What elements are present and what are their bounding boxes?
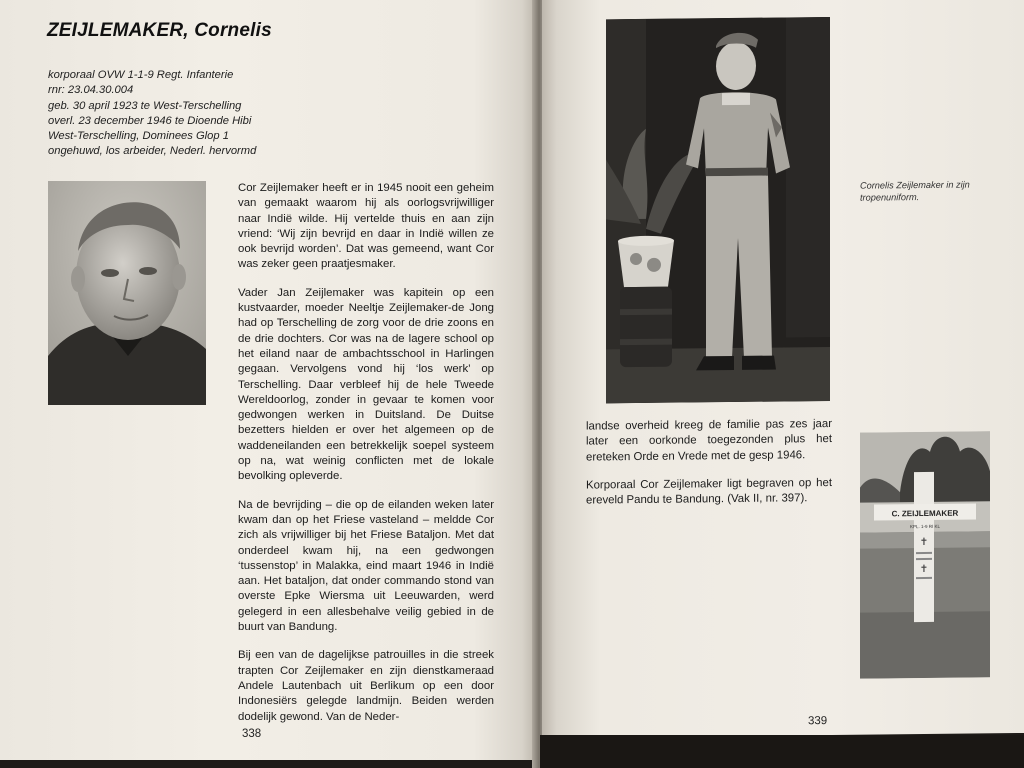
grave-inscription: C. ZEIJLEMAKER xyxy=(891,508,959,519)
heading-surname: ZEIJLEMAKER, xyxy=(47,20,189,41)
info-birth: geb. 30 april 1923 te West-Terschelling xyxy=(48,99,242,112)
grave-image xyxy=(860,431,990,678)
info-service-number: rnr: 23.04.30.004 xyxy=(48,84,134,97)
page-heading xyxy=(47,20,272,42)
info-death: overl. 23 december 1946 te Dioende Hibi xyxy=(48,114,252,127)
info-rank: korporaal OVW 1-1-9 Regt. Infanterie xyxy=(48,69,234,81)
table-surface xyxy=(540,735,1024,768)
paragraph-6: Korporaal Cor Zeijlemaker ligt begraven op het ereveld Pandu te Bandung. (Vak II, nr. 397). xyxy=(586,476,832,507)
personal-info xyxy=(48,68,328,160)
paragraph-4: Bij een van de dagelijkse patrouilles in die streek trapten Cor Zeijlemaker en zijn dienstkameraad Andele Lautenbach uit Berlikum op een door Indonesiërs gelegde landmijn. Beiden werden dodelijk gewond. Van de Neder- xyxy=(238,649,494,723)
portrait-image xyxy=(48,181,206,405)
left-text-column xyxy=(238,181,494,738)
paragraph-2: Vader Jan Zeijlemaker was kapitein op een kustvaarder, moeder Neeltje Zeijlemaker-de Jong had op Terschelling de zorg voor de drie zoons en de drie dochters. Cor was na de lagere school op het eiland naar de ambachtsschool in Harlingen gegaan. Vervolgens vond hij ‘los werk’ op Terschelling. Daar verbleef hij de hele Tweede Wereldoorlog, zonder in gevaar te komen voor gedwongen werken in Duitsland. De Duitse bezetters hielden er over het algemeen op de waddeneilanden een betrekkelijk soepel systeem op na, wat weinig conflicten met de lokale bevolking opleverde. xyxy=(238,286,494,483)
heading-given-name: Cornelis xyxy=(194,20,272,41)
right-page xyxy=(542,0,1024,738)
cross-icon-2: ✝ xyxy=(919,563,929,576)
grave-photo xyxy=(860,431,990,678)
cross-icon: ✝ xyxy=(919,536,929,549)
right-text-column xyxy=(586,417,832,522)
paragraph-3: Na de bevrijding – die op de eilanden weken later kwam dan op het Friese vasteland – meldde Cor zich als vrijwilliger bij het Friese Bataljon. Met dat onderdeel kwam hij, na een gedwongen ‘tussenstop’ in Malakka, eind maart 1946 in Indië aan. Het bataljon, dat onder commando stond van overste Epke Wiersma uit Leeuwarden, werd gelegerd in een allesbehalve veilig gebied in de buurt van Bandung. xyxy=(238,498,494,634)
info-status: ongehuwd, los arbeider, Nederl. hervormd xyxy=(48,145,257,158)
paragraph-1: Cor Zeijlemaker heeft er in 1945 nooit een geheim van gemaakt waarom hij als oorlogsvrijwilliger naar Indië wilde. Hij vertelde thuis en aan zijn vriend: ‘Wij zijn bevrijd en daar in Indië willen ze ook bevrijd worden’. Dat was gemeend, want Cor was zeker geen praatjesmaker. xyxy=(238,182,494,271)
grave-subline: KPL. 1-9 RI KL xyxy=(909,523,941,530)
page-number-left: 338 xyxy=(242,728,262,740)
info-address: West-Terschelling, Dominees Glop 1 xyxy=(48,130,229,143)
soldier-image xyxy=(606,17,830,403)
portrait-photo xyxy=(48,181,206,405)
paragraph-5: landse overheid kreeg de familie pas zes jaar later een oorkonde toegezonden plus het ereteken Orde en Vrede met de gesp 1946. xyxy=(586,417,832,464)
page-number-right: 339 xyxy=(808,715,828,728)
soldier-photo-caption: Cornelis Zeijlemaker in zijn tropenuniform. xyxy=(860,179,970,204)
soldier-photo xyxy=(606,17,830,403)
